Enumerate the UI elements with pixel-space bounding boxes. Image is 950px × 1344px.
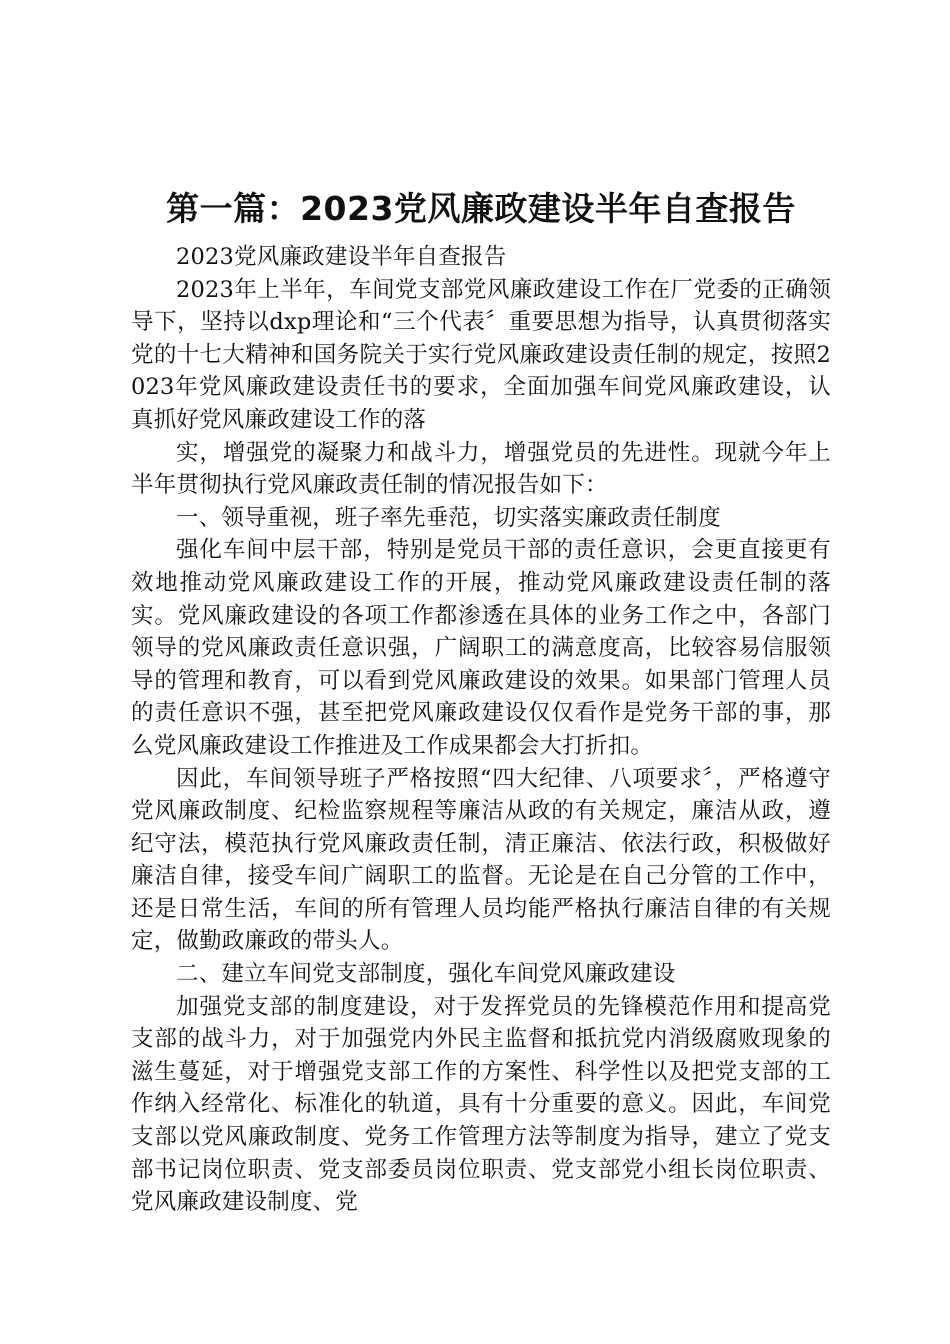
body-paragraph: 实，增强党的凝聚力和战斗力，增强党员的先进性。现就今年上半年贯彻执行党风廉政责任制的情况报告如下：	[131, 439, 831, 499]
body-paragraph: 2023年上半年，车间党支部党风廉政建设工作在厂党委的正确领导下，坚持以dxp理论和“三个代表〞重要思想为指导，认真贯彻落实党的十七大精神和国务院关于实行党风廉政建设责任制的规定，按照2023年党风廉政建设责任书的要求，全面加强车间党风廉政建设，认真抓好党风廉政建设工作的落	[131, 276, 831, 433]
body-paragraph: 强化车间中层干部，特别是党员干部的责任意识，会更直接更有效地推动党风廉政建设工作的开展，推动党风廉政建设责任制的落实。党风廉政建设的各项工作都渗透在具体的业务工作之中，各部门领导的党风廉政责任意识强，广阔职工的满意度高，比较容易信服领导的管理和教育，可以看到党风廉政建设的效果。如果部门管理人员的责任意识不强，甚至把党风廉政建设仅仅看作是党务干部的事，那么党风廉政建设工作推进及工作成果都会大打折扣。	[131, 537, 831, 759]
section-heading: 二、建立车间党支部制度，强化车间党风廉政建设	[176, 961, 676, 988]
document-page	[131, 185, 831, 1219]
section-heading: 一、领导重视，班子率先垂范，切实落实廉政责任制度	[176, 504, 721, 531]
document-title: 第一篇：2023党风廉政建设半年自查报告	[166, 189, 796, 228]
subtitle-paragraph: 2023党风廉政建设半年自查报告	[176, 244, 507, 270]
body-paragraph: 加强党支部的制度建设，对于发挥党员的先锋模范作用和提高党支部的战斗力，对于加强党内外民主监督和抵抗党内消级腐败现象的滋生蔓延，对于增强党支部工作的方案性、科学性以及把党支部的工作纳入经常化、标准化的轨道，具有十分重要的意义。因此，车间党支部以党风廉政制度、党务工作管理方法等制度为指导，建立了党支部书记岗位职责、党支部委员岗位职责、党支部党小组长岗位职责、党风廉政建设制度、党	[131, 993, 831, 1216]
body-paragraph: 因此，车间领导班子严格按照“四大纪律、八项要求〞，严格遵守党风廉政制度、纪检监察规程等廉洁从政的有关规定，廉洁从政，遵纪守法，模范执行党风廉政责任制，清正廉洁、依法行政，积极做好廉洁自律，接受车间广阔职工的监督。无论是在自己分管的工作中，还是日常生活，车间的所有管理人员均能严格执行廉洁自律的有关规定，做勤政廉政的带头人。	[131, 765, 831, 955]
